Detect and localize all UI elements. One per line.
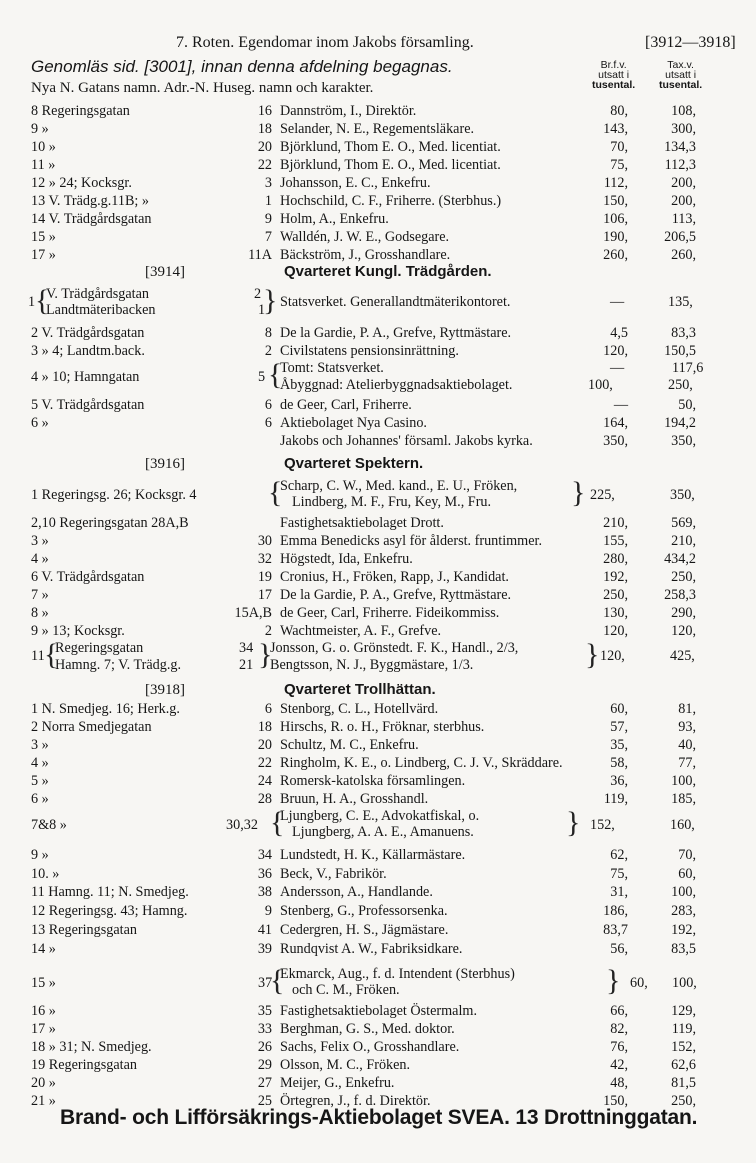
tax-value: 300, — [671, 121, 696, 137]
table-row — [0, 192, 756, 210]
house-number: 22 — [257, 755, 272, 771]
brf-value: 106, — [603, 211, 628, 227]
house-number: 9 — [264, 903, 272, 920]
owner: Björklund, Thom E. O., Med. licentiat. — [280, 139, 501, 155]
address: 11 » — [31, 157, 56, 173]
owner: Ringholm, K. E., o. Lindberg, C. J. V., Skräddare. — [280, 755, 563, 771]
owner: de Geer, Carl, Friherre. — [280, 397, 412, 413]
table-row — [0, 921, 756, 939]
tax-value: 210, — [671, 533, 696, 549]
brf-value: 120, — [603, 343, 628, 359]
owner: Meijer, G., Enkefru. — [280, 1075, 395, 1091]
tax-value: 129, — [671, 1003, 696, 1019]
brf-value: 164, — [603, 415, 628, 431]
tax-value: 70, — [678, 847, 696, 863]
brf-value: 62, — [610, 847, 628, 863]
address: 5 » — [31, 773, 49, 789]
brf-value: 66, — [610, 1003, 628, 1019]
tax-value: 83,5 — [671, 940, 696, 957]
house-number: 39 — [257, 940, 272, 957]
table-row — [0, 156, 756, 174]
house-number: 8 — [264, 325, 272, 341]
brf-value: 48, — [610, 1075, 628, 1091]
brf-value: 4,5 — [610, 325, 628, 341]
tax-value: 60, — [678, 865, 696, 882]
table-row — [0, 550, 756, 568]
tax-value: 200, — [671, 193, 696, 209]
table-row — [0, 1002, 756, 1020]
row-3914-4: 4 » 10; Hamngatan 5 { Tomt: Statsverket. Åbyggnad: Atelierbyggnadsaktiebolaget. — 117,6 100, 250, — [31, 358, 704, 393]
address: 18 » 31; N. Smedjeg. — [31, 1039, 152, 1055]
owner: Dannström, I., Direktör. — [280, 103, 417, 119]
tax-value: 200, — [671, 175, 696, 191]
address: 13 Regeringsgatan — [31, 921, 137, 938]
brf-value: 42, — [610, 1057, 628, 1073]
table-row — [0, 138, 756, 156]
table-row — [0, 700, 756, 718]
brf-value: 190, — [603, 229, 628, 245]
address: 19 Regeringsgatan — [31, 1057, 137, 1073]
table-row — [0, 228, 756, 246]
address: 20 » — [31, 1075, 56, 1091]
tax-value: 112,3 — [664, 157, 696, 173]
tax-value: 434,2 — [664, 551, 696, 567]
brf-value: 186, — [603, 903, 628, 920]
address: 12 Regeringsg. 43; Hamng. — [31, 903, 188, 920]
brf-value: 56, — [610, 940, 628, 957]
tax-value: 83,3 — [671, 325, 696, 341]
address: 3 » 4; Landtm.back. — [31, 343, 145, 359]
brf-value: 75, — [610, 157, 628, 173]
owner: Hirschs, R. o. H., Fröknar, sterbhus. — [280, 719, 485, 735]
tax-value: 185, — [671, 791, 696, 807]
house-number: 36 — [257, 865, 272, 882]
house-number: 6 — [264, 415, 272, 431]
owner: Örtegren, J., f. d. Direktör. — [280, 1093, 431, 1109]
house-number: 6 — [264, 397, 272, 413]
house-number: 29 — [257, 1057, 272, 1073]
house-number: 6 — [264, 701, 272, 717]
address: 6 » — [31, 415, 49, 431]
brf-value: 36, — [610, 773, 628, 789]
house-number: 17 — [257, 587, 272, 603]
house-number: 34 — [257, 847, 272, 863]
address: 10 » — [31, 139, 56, 155]
tax-value: 194,2 — [664, 415, 696, 431]
address: 14 » — [31, 940, 56, 957]
table-row — [0, 883, 756, 901]
owner: de Geer, Carl, Friherre. Fideikommiss. — [280, 605, 500, 621]
brf-value: 150, — [603, 193, 628, 209]
tax-value: 152, — [671, 1039, 696, 1055]
row-3916-11: 11 { Regeringsgatan 34 Hamng. 7; V. Trädg.g. 21 } Jonsson, G. o. Grönstedt. F. K., Handl., 2/3, Bengtsson, N. J., Byggmästare, 1/3. } 120, 425, — [31, 638, 695, 673]
table-row — [0, 174, 756, 192]
tax-value: 250, — [671, 569, 696, 585]
tax-value: 81, — [678, 701, 696, 717]
table-row — [0, 1020, 756, 1038]
address: 12 » 24; Kocksgr. — [31, 175, 132, 191]
house-number: 11A — [248, 247, 272, 263]
tax-value: 290, — [671, 605, 696, 621]
house-number: 30 — [257, 533, 272, 549]
table-row — [0, 754, 756, 772]
address: 10. » — [31, 865, 60, 882]
tax-value: 150,5 — [664, 343, 696, 359]
brf-value: 119, — [603, 791, 628, 807]
address: 9 » — [31, 121, 49, 137]
owner: De la Gardie, P. A., Grefve, Ryttmästare. — [280, 325, 512, 341]
table-row — [0, 940, 756, 958]
house-number: 22 — [257, 157, 272, 173]
house-number: 18 — [257, 719, 272, 735]
brf-value: 60, — [610, 701, 628, 717]
table-row — [0, 210, 756, 228]
brf-value: 83,7 — [603, 921, 628, 938]
owner: Fastighetsaktiebolaget Drott. — [280, 515, 444, 531]
owner: Andersson, A., Handlande. — [280, 884, 433, 901]
tax-value: 50, — [678, 397, 696, 413]
brf-value: 76, — [610, 1039, 628, 1055]
address: 14 V. Trädgårdsgatan — [31, 211, 152, 227]
owner: Johansson, E. C., Enkefru. — [280, 175, 431, 191]
house-number: 41 — [257, 921, 272, 938]
address: 9 » — [31, 847, 49, 863]
owner: Bäckström, J., Grosshandlare. — [280, 247, 451, 263]
table-row — [0, 414, 756, 432]
row-3914-1: 1 { V. Trädgårdsgatan Landtmäteribacken 2 1 } Statsverket. Generallandtmäterikontoret. — 135, — [28, 284, 693, 318]
tax-value: 192, — [671, 921, 696, 938]
tax-value: 250, — [671, 1093, 696, 1109]
brf-value: — — [613, 397, 628, 413]
house-number: 15A,B — [234, 605, 272, 621]
col-header-brf: Br.f.v. utsatt i tusental. — [592, 59, 636, 91]
address: 6 V. Trädgårdsgatan — [31, 569, 145, 585]
house-number: 33 — [257, 1021, 272, 1037]
house-number: 32 — [257, 551, 272, 567]
table-row — [0, 514, 756, 532]
brf-value: 260, — [603, 247, 628, 263]
house-number: 28 — [257, 791, 272, 807]
table-row — [0, 120, 756, 138]
house-number: 35 — [257, 1003, 272, 1019]
brf-value: 58, — [610, 755, 628, 771]
owner: Cedergren, H. S., Jägmästare. — [280, 921, 449, 938]
advertisement-footer: Brand- och Lifförsäkrings-Aktiebolaget SVEA. 13 Drottninggatan. — [60, 1106, 698, 1129]
tax-value: 62,6 — [671, 1057, 696, 1073]
owner: Beck, V., Fabrikör. — [280, 865, 387, 882]
tax-value: 93, — [678, 719, 696, 735]
address: 1 N. Smedjeg. 16; Herk.g. — [31, 701, 180, 717]
tax-value: 113, — [671, 211, 696, 227]
row-3918-7-8: 7&8 » 30,32 { Ljungberg, C. E., Advokatfiskal, o. Ljungberg, A. A. E., Amanuens. } 152, 160, — [31, 806, 695, 840]
table-row — [0, 432, 756, 450]
tax-value: 81,5 — [671, 1075, 696, 1091]
tax-value: 77, — [678, 755, 696, 771]
tax-value: 119, — [671, 1021, 696, 1037]
house-number: 19 — [257, 569, 272, 585]
owner: Aktiebolaget Nya Casino. — [280, 415, 427, 431]
address: 17 » — [31, 1021, 56, 1037]
table-row — [0, 102, 756, 120]
table-row — [0, 1074, 756, 1092]
address: 9 » 13; Kocksgr. — [31, 623, 125, 639]
table-row — [0, 586, 756, 604]
section-3916: [3916] Qvarteret Spektern. — [145, 455, 424, 472]
owner: Rundqvist A. W., Fabriksidkare. — [280, 940, 463, 957]
tax-value: 350, — [671, 433, 696, 449]
table-row — [0, 604, 756, 622]
house-number: 24 — [257, 773, 272, 789]
table-row — [0, 790, 756, 808]
tax-value: 569, — [671, 515, 696, 531]
house-number: 26 — [257, 1039, 272, 1055]
tax-value: 283, — [671, 903, 696, 920]
address: 21 » — [31, 1093, 56, 1109]
column-legend: Nya N. Gatans namn. Adr.-N. Huseg. namn och karakter. — [31, 80, 374, 96]
owner: Emma Benedicks asyl för ålderst. fruntimmer. — [280, 533, 543, 549]
brf-value: 155, — [603, 533, 628, 549]
owner: Högstedt, Ida, Enkefru. — [280, 551, 413, 567]
table-row — [0, 846, 756, 864]
house-number: 27 — [257, 1075, 272, 1091]
address: 6 » — [31, 791, 49, 807]
tax-value: 120, — [671, 623, 696, 639]
owner: Bruun, H. A., Grosshandl. — [280, 791, 429, 807]
brf-value: 350, — [603, 433, 628, 449]
address: 3 » — [31, 533, 49, 549]
house-number: 2 — [264, 343, 272, 359]
owner: Fastighetsaktiebolaget Östermalm. — [280, 1003, 478, 1019]
table-row — [0, 532, 756, 550]
row-3916-1: 1 Regeringsg. 26; Kocksgr. 4 { Scharp, C. W., Med. kand., E. U., Fröken, Lindberg, M. F., Fru, Key, M., Fru. } 225, 350, — [31, 476, 695, 510]
brf-value: 120, — [603, 623, 628, 639]
page-title: 7. Roten. Egendomar inom Jakobs församling. — [176, 34, 474, 51]
table-row — [0, 865, 756, 883]
brf-value: 250, — [603, 587, 628, 603]
owner: Civilstatens pensionsinrättning. — [280, 343, 459, 359]
page-header — [0, 34, 756, 56]
owner: Stenberg, G., Professorsenka. — [280, 903, 448, 920]
brf-value: 150, — [603, 1093, 628, 1109]
tax-value: 108, — [671, 103, 696, 119]
house-number: 16 — [257, 103, 272, 119]
house-number: 7 — [264, 229, 272, 245]
address: 15 » — [31, 229, 56, 245]
section-3914: [3914] Qvarteret Kungl. Trädgården. — [145, 263, 492, 280]
brf-value: 82, — [610, 1021, 628, 1037]
house-number: 3 — [264, 175, 272, 191]
owner: Jakobs och Johannes' församl. Jakobs kyrka. — [280, 433, 533, 449]
house-number: 20 — [257, 737, 272, 753]
brf-value: 35, — [610, 737, 628, 753]
owner: Wachtmeister, A. F., Grefve. — [280, 623, 442, 639]
brf-value: 75, — [610, 865, 628, 882]
brf-value: 210, — [603, 515, 628, 531]
address: 2 Norra Smedjegatan — [31, 719, 152, 735]
address: 8 » — [31, 605, 49, 621]
address: 4 » — [31, 551, 49, 567]
brf-value: 70, — [610, 139, 628, 155]
house-number: 9 — [264, 211, 272, 227]
address: 17 » — [31, 247, 56, 263]
house-number: 25 — [257, 1093, 272, 1109]
page-range: [3912—3918] — [645, 34, 736, 51]
house-number: 2 — [264, 623, 272, 639]
address: 11 Hamng. 11; N. Smedjeg. — [31, 884, 189, 901]
owner: Olsson, M. C., Fröken. — [280, 1057, 411, 1073]
owner: Björklund, Thom E. O., Med. licentiat. — [280, 157, 501, 173]
brf-value: 280, — [603, 551, 628, 567]
section-3918: [3918] Qvarteret Trollhättan. — [145, 681, 436, 698]
table-row — [0, 902, 756, 920]
house-number: 18 — [257, 121, 272, 137]
tax-value: 206,5 — [664, 229, 696, 245]
owner: De la Gardie, P. A., Grefve, Ryttmästare. — [280, 587, 512, 603]
brf-value: 192, — [603, 569, 628, 585]
table-row — [0, 396, 756, 414]
house-number: 20 — [257, 139, 272, 155]
owner: Lundstedt, H. K., Källarmästare. — [280, 847, 466, 863]
address: 3 » — [31, 737, 49, 753]
owner: Holm, A., Enkefru. — [280, 211, 389, 227]
row-3918-15: 15 » 37 { Ekmarck, Aug., f. d. Intendent (Sterbhus) och C. M., Fröken. } 60, 100, — [31, 964, 697, 998]
table-row — [0, 1038, 756, 1056]
table-row — [0, 622, 756, 640]
brf-value: 57, — [610, 719, 628, 735]
address: 2 V. Trädgårdsgatan — [31, 325, 145, 341]
brf-value: 31, — [610, 884, 628, 901]
owner: Sachs, Felix O., Grosshandlare. — [280, 1039, 460, 1055]
tax-value: 100, — [671, 884, 696, 901]
house-number: 1 — [264, 193, 272, 209]
address: 5 V. Trädgårdsgatan — [31, 397, 145, 413]
owner: Stenborg, C. L., Hotellvärd. — [280, 701, 439, 717]
address: 13 V. Trädg.g.11B; » — [31, 193, 149, 209]
table-row — [0, 736, 756, 754]
brf-value: 130, — [603, 605, 628, 621]
owner: Cronius, H., Fröken, Rapp, J., Kandidat. — [280, 569, 509, 585]
reading-note: Genomläs sid. [3001], innan denna afdelning begagnas. — [31, 57, 453, 76]
owner: Berghman, G. S., Med. doktor. — [280, 1021, 455, 1037]
owner: Walldén, J. W. E., Godsegare. — [280, 229, 450, 245]
table-row — [0, 1056, 756, 1074]
address: 16 » — [31, 1003, 56, 1019]
col-header-tax: Tax.v. utsatt i tusental. — [659, 59, 703, 91]
tax-value: 260, — [671, 247, 696, 263]
tax-value: 258,3 — [664, 587, 696, 603]
brf-value: 112, — [603, 175, 628, 191]
owner: Romersk-katolska församlingen. — [280, 773, 466, 789]
table-row — [0, 568, 756, 586]
table-row — [0, 342, 756, 360]
address: 7 » — [31, 587, 49, 603]
tax-value: 100, — [671, 773, 696, 789]
table-row — [0, 772, 756, 790]
owner: Schultz, M. C., Enkefru. — [280, 737, 419, 753]
brf-value: 143, — [603, 121, 628, 137]
tax-value: 40, — [678, 737, 696, 753]
tax-value: 134,3 — [664, 139, 696, 155]
table-row — [0, 324, 756, 342]
owner: Selander, N. E., Regementsläkare. — [280, 121, 475, 137]
address: 2,10 Regeringsgatan 28A,B — [31, 515, 189, 531]
brf-value: 80, — [610, 103, 628, 119]
address: 4 » — [31, 755, 49, 771]
address: 8 Regeringsgatan — [31, 103, 130, 119]
table-row — [0, 718, 756, 736]
house-number: 38 — [257, 884, 272, 901]
owner: Hochschild, C. F., Friherre. (Sterbhus.) — [280, 193, 502, 209]
